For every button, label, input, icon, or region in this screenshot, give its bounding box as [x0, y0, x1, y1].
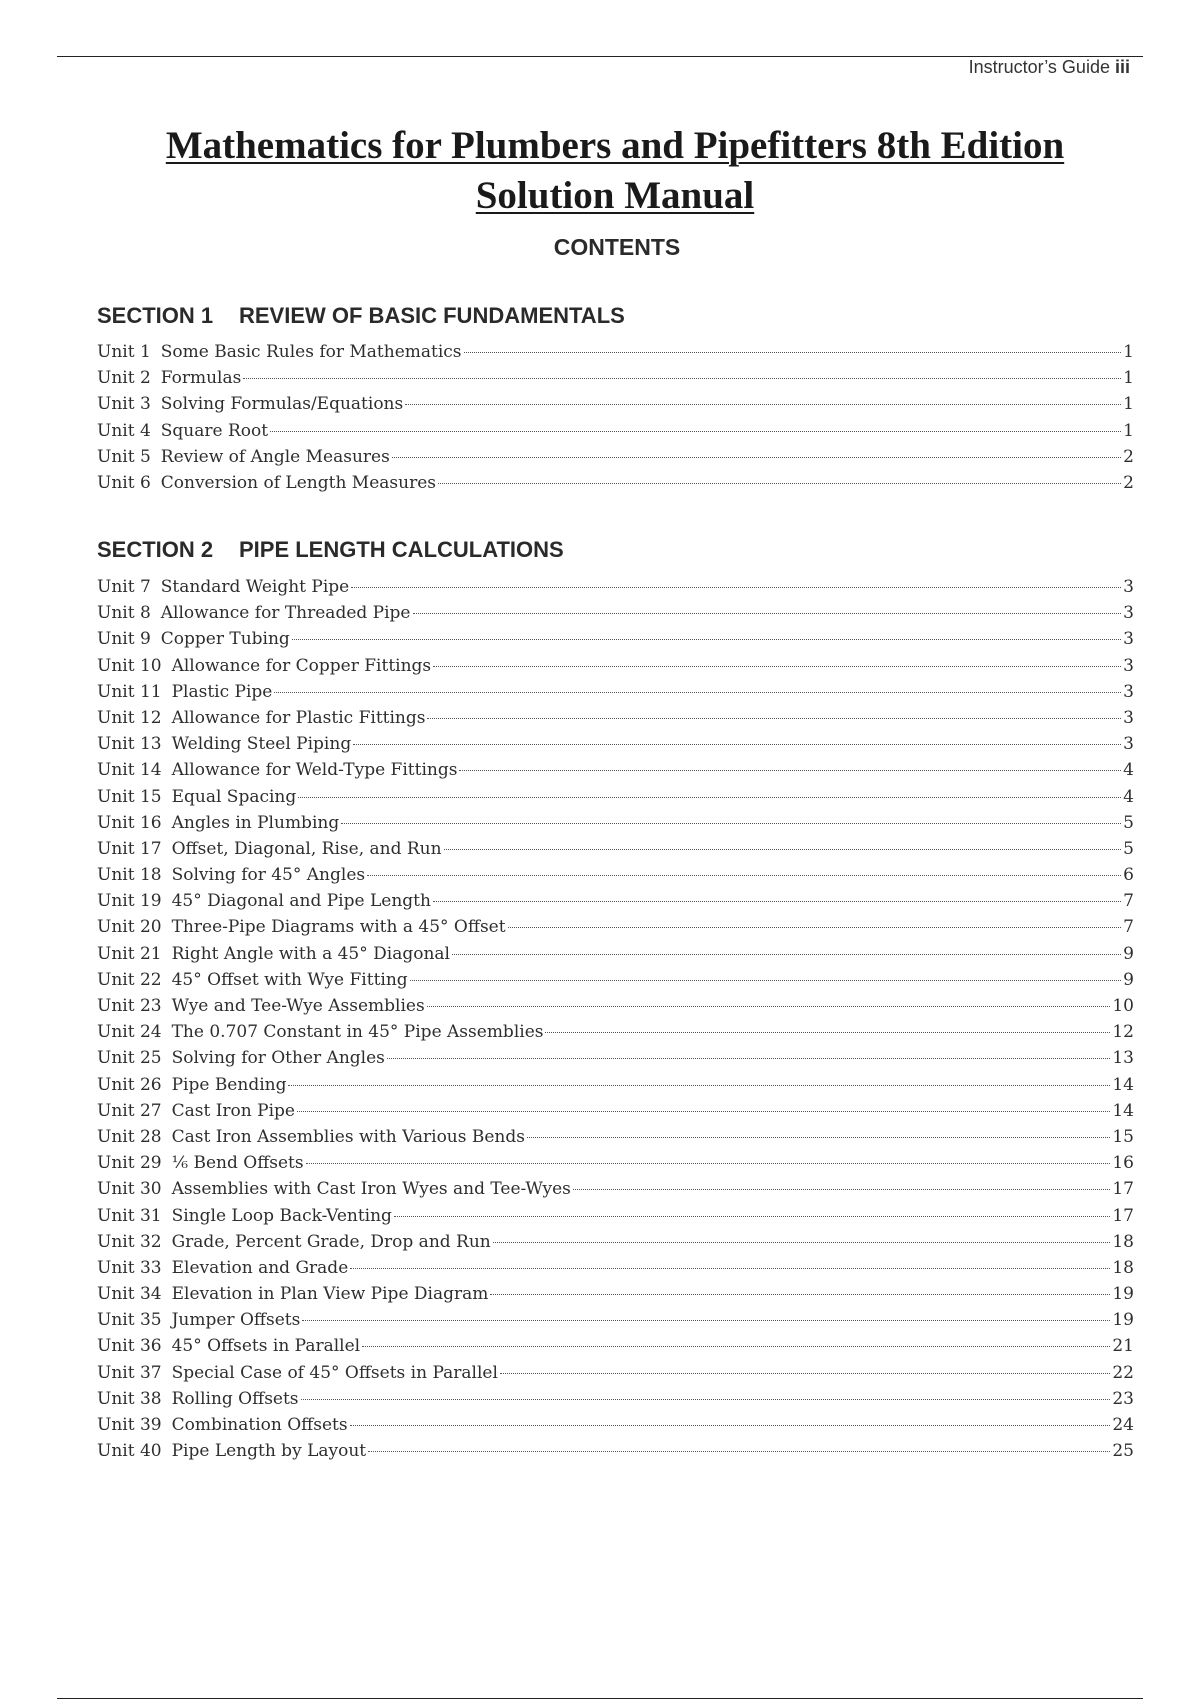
dot-leader	[493, 1242, 1111, 1243]
toc-unit-label: Unit 4	[97, 420, 151, 441]
toc-entry[interactable]	[97, 970, 1134, 996]
toc-topic: Conversion of Length Measures	[160, 472, 436, 493]
toc-unit-label: Unit 32	[97, 1231, 162, 1252]
toc-entry[interactable]	[97, 682, 1134, 708]
document-title-line-1: Mathematics for Plumbers and Pipefitters 8th Edition	[165, 124, 1065, 167]
toc-entry[interactable]	[97, 1363, 1134, 1389]
toc-topic: Allowance for Copper Fittings	[171, 655, 432, 676]
toc-unit-label: Unit 17	[97, 838, 162, 859]
toc-topic: 45° Diagonal and Pipe Length	[171, 891, 431, 912]
toc-entry[interactable]	[97, 760, 1134, 786]
section-number: SECTION 1	[97, 303, 214, 328]
toc-unit-label: Unit 23	[97, 996, 162, 1016]
toc-topic: Elevation in Plan View Pipe Diagram	[171, 1284, 489, 1305]
toc-topic: 45° Offsets in Parallel	[171, 1336, 361, 1357]
toc-entry[interactable]	[97, 1336, 1134, 1362]
toc-unit-label: Unit 36	[97, 1336, 162, 1357]
toc-page-number: 3	[1123, 655, 1134, 676]
toc-topic: Rolling Offsets	[171, 1388, 299, 1409]
toc-entry[interactable]	[97, 1232, 1134, 1258]
dot-leader	[500, 1373, 1110, 1374]
dot-leader	[433, 666, 1121, 667]
dot-leader	[527, 1137, 1110, 1138]
toc-unit-label: Unit 14	[97, 760, 162, 781]
toc-topic: Right Angle with a 45° Diagonal	[171, 943, 450, 964]
dot-leader	[243, 378, 1121, 379]
toc-topic: Jumper Offsets	[171, 1310, 301, 1331]
dot-leader	[405, 404, 1121, 405]
toc-page-number: 1	[1123, 420, 1134, 441]
dot-leader	[452, 954, 1121, 955]
toc-page-number: 15	[1112, 1126, 1134, 1147]
toc-topic: Special Case of 45° Offsets in Parallel	[171, 1362, 498, 1383]
dot-leader	[427, 718, 1121, 719]
dot-leader	[298, 797, 1121, 798]
toc-entry[interactable]	[97, 1101, 1134, 1127]
toc-entry[interactable]	[97, 839, 1134, 865]
toc-unit-label: Unit 6	[97, 472, 151, 493]
dot-leader	[292, 639, 1121, 640]
toc-entry[interactable]	[97, 447, 1134, 473]
toc-page-number: 17	[1112, 1179, 1134, 1200]
toc-entry[interactable]	[97, 473, 1134, 499]
dot-leader	[444, 849, 1122, 850]
toc-entry[interactable]	[97, 394, 1134, 420]
toc-page-number: 10	[1112, 996, 1134, 1016]
toc-topic: Cast Iron Assemblies with Various Bends	[171, 1126, 525, 1147]
toc-topic: Pipe Bending	[171, 1074, 287, 1095]
toc-unit-label: Unit 25	[97, 1048, 162, 1069]
dot-leader	[394, 1216, 1110, 1217]
toc-topic: Allowance for Threaded Pipe	[160, 603, 411, 624]
dot-leader	[302, 1320, 1110, 1321]
toc-unit-label: Unit 34	[97, 1284, 162, 1305]
toc-unit-label: Unit 16	[97, 812, 162, 833]
toc-page-number: 3	[1123, 577, 1134, 597]
toc-unit-label: Unit 39	[97, 1415, 162, 1435]
toc-page-number: 3	[1123, 734, 1134, 755]
toc-page-number: 3	[1123, 707, 1134, 728]
toc-entry[interactable]	[97, 1022, 1134, 1048]
toc-topic: Solving for 45° Angles	[171, 865, 366, 886]
toc-unit-label: Unit 13	[97, 734, 162, 755]
toc-topic: Formulas	[160, 368, 242, 389]
toc-unit-label: Unit 9	[97, 629, 151, 650]
toc-unit-label: Unit 24	[97, 1022, 162, 1043]
document-title	[60, 121, 1170, 221]
dot-leader	[306, 1163, 1111, 1164]
running-header	[969, 57, 1130, 78]
dot-leader	[270, 431, 1121, 432]
dot-leader	[350, 1268, 1110, 1269]
toc-page-number: 18	[1112, 1257, 1134, 1278]
document-title-line-2: Solution Manual	[475, 174, 755, 217]
toc-unit-label: Unit 7	[97, 577, 151, 597]
toc-page-number: 3	[1123, 629, 1134, 650]
dot-leader	[368, 1451, 1110, 1452]
dot-leader	[413, 613, 1122, 614]
toc-page-number: 24	[1112, 1415, 1134, 1435]
toc-unit-label: Unit 37	[97, 1362, 162, 1383]
toc-entry[interactable]	[97, 1179, 1134, 1205]
toc-list-section-2	[97, 577, 1134, 1467]
toc-page-number: 17	[1112, 1205, 1134, 1226]
toc-unit-label: Unit 19	[97, 891, 162, 912]
toc-page-number: 5	[1123, 812, 1134, 833]
toc-unit-label: Unit 27	[97, 1100, 162, 1121]
dot-leader	[362, 1346, 1110, 1347]
toc-topic: Square Root	[160, 420, 269, 441]
dot-leader	[438, 483, 1121, 484]
toc-entry[interactable]	[97, 944, 1134, 970]
toc-page-number: 3	[1123, 603, 1134, 624]
toc-topic: Pipe Length by Layout	[171, 1441, 367, 1462]
toc-topic: Review of Angle Measures	[160, 446, 390, 467]
dot-leader	[367, 875, 1121, 876]
toc-unit-label: Unit 30	[97, 1179, 162, 1200]
toc-entry[interactable]	[97, 629, 1134, 655]
toc-page-number: 6	[1123, 865, 1134, 886]
section-heading	[97, 303, 625, 329]
toc-page-number: 9	[1123, 943, 1134, 964]
toc-unit-label: Unit 10	[97, 655, 162, 676]
toc-topic: Elevation and Grade	[171, 1257, 349, 1278]
dot-leader	[573, 1189, 1111, 1190]
dot-leader	[297, 1111, 1110, 1112]
toc-topic: Allowance for Weld-Type Fittings	[171, 760, 458, 781]
toc-page-number: 16	[1112, 1153, 1134, 1174]
toc-unit-label: Unit 2	[97, 368, 151, 389]
toc-page-number: 19	[1112, 1310, 1134, 1331]
section-number: SECTION 2	[97, 537, 214, 562]
toc-topic: Standard Weight Pipe	[160, 577, 350, 597]
dot-leader	[353, 744, 1121, 745]
toc-unit-label: Unit 20	[97, 917, 162, 938]
toc-page-number: 5	[1123, 838, 1134, 859]
toc-unit-label: Unit 28	[97, 1126, 162, 1147]
toc-topic: Solving Formulas/Equations	[160, 394, 404, 415]
toc-topic: ⅙ Bend Offsets	[171, 1153, 304, 1174]
toc-topic: Solving for Other Angles	[171, 1048, 385, 1069]
toc-unit-label: Unit 26	[97, 1074, 162, 1095]
toc-entry[interactable]	[97, 577, 1134, 603]
toc-page-number: 13	[1112, 1048, 1134, 1069]
toc-entry[interactable]	[97, 708, 1134, 734]
dot-leader	[508, 927, 1122, 928]
toc-page-number: 1	[1123, 368, 1134, 389]
section-heading	[97, 537, 564, 563]
toc-entry[interactable]	[97, 1048, 1134, 1074]
dot-leader	[464, 352, 1122, 353]
dot-leader	[351, 587, 1121, 588]
contents-heading: CONTENTS	[553, 234, 681, 260]
toc-unit-label: Unit 3	[97, 394, 151, 415]
toc-page-number: 23	[1112, 1388, 1134, 1409]
toc-entry[interactable]	[97, 1153, 1134, 1179]
toc-page-number: 1	[1123, 342, 1134, 362]
dot-leader	[490, 1294, 1110, 1295]
toc-entry[interactable]	[97, 1310, 1134, 1336]
toc-entry[interactable]	[97, 813, 1134, 839]
toc-topic: Three-Pipe Diagrams with a 45° Offset	[171, 917, 506, 938]
toc-entry[interactable]	[97, 891, 1134, 917]
toc-unit-label: Unit 21	[97, 943, 162, 964]
dot-leader	[274, 692, 1121, 693]
toc-topic: Allowance for Plastic Fittings	[171, 707, 426, 728]
toc-entry[interactable]	[97, 656, 1134, 682]
toc-topic: Cast Iron Pipe	[171, 1100, 295, 1121]
running-header-text: Instructor’s Guide	[968, 57, 1110, 77]
dot-leader	[387, 1058, 1110, 1059]
toc-entry[interactable]	[97, 1206, 1134, 1232]
toc-topic: Single Loop Back-Venting	[171, 1205, 392, 1226]
toc-page-number: 19	[1112, 1284, 1134, 1305]
toc-entry[interactable]	[97, 865, 1134, 891]
toc-page-number: 22	[1112, 1362, 1134, 1383]
toc-unit-label: Unit 33	[97, 1257, 162, 1278]
toc-page-number: 1	[1123, 394, 1134, 415]
toc-entry[interactable]	[97, 1258, 1134, 1284]
toc-unit-label: Unit 8	[97, 603, 151, 624]
page-numeral: iii	[1114, 57, 1130, 77]
toc-entry[interactable]	[97, 1284, 1134, 1310]
toc-page-number: 3	[1123, 681, 1134, 702]
toc-list-section-1	[97, 342, 1134, 499]
toc-unit-label: Unit 29	[97, 1153, 162, 1174]
dot-leader	[341, 823, 1121, 824]
toc-page-number: 14	[1112, 1074, 1134, 1095]
toc-entry[interactable]	[97, 1389, 1134, 1415]
toc-topic: Angles in Plumbing	[171, 812, 340, 833]
toc-entry[interactable]	[97, 421, 1134, 447]
toc-topic: Combination Offsets	[171, 1415, 348, 1435]
toc-unit-label: Unit 35	[97, 1310, 162, 1331]
toc-entry[interactable]	[97, 1127, 1134, 1153]
toc-entry[interactable]	[97, 787, 1134, 813]
toc-page-number: 12	[1112, 1022, 1134, 1043]
toc-entry[interactable]	[97, 603, 1134, 629]
toc-unit-label: Unit 1	[97, 342, 151, 362]
toc-unit-label: Unit 38	[97, 1388, 162, 1409]
toc-entry[interactable]	[97, 734, 1134, 760]
toc-entry[interactable]	[97, 1075, 1134, 1101]
toc-topic: Some Basic Rules for Mathematics	[160, 342, 462, 362]
toc-page-number: 2	[1123, 472, 1134, 493]
toc-topic: Equal Spacing	[171, 786, 297, 807]
toc-topic: Offset, Diagonal, Rise, and Run	[171, 838, 442, 859]
toc-unit-label: Unit 15	[97, 786, 162, 807]
toc-entry[interactable]	[97, 1441, 1134, 1467]
dot-leader	[410, 980, 1122, 981]
toc-topic: 45° Offset with Wye Fitting	[171, 969, 408, 990]
toc-page-number: 2	[1123, 446, 1134, 467]
section-title: REVIEW OF BASIC FUNDAMENTALS	[239, 303, 625, 328]
toc-unit-label: Unit 12	[97, 707, 162, 728]
toc-page-number: 4	[1123, 760, 1134, 781]
toc-topic: Grade, Percent Grade, Drop and Run	[171, 1231, 491, 1252]
toc-topic: Copper Tubing	[160, 629, 290, 650]
toc-topic: Wye and Tee-Wye Assemblies	[171, 996, 425, 1016]
toc-topic: Assemblies with Cast Iron Wyes and Tee-Wyes	[171, 1179, 571, 1200]
dot-leader	[392, 457, 1121, 458]
toc-entry[interactable]	[97, 1415, 1134, 1441]
toc-unit-label: Unit 22	[97, 969, 162, 990]
toc-entry[interactable]	[97, 996, 1134, 1022]
toc-topic: Welding Steel Piping	[171, 734, 352, 755]
toc-unit-label: Unit 5	[97, 446, 151, 467]
toc-page-number: 4	[1123, 786, 1134, 807]
toc-unit-label: Unit 11	[97, 681, 162, 702]
toc-entry[interactable]	[97, 917, 1134, 943]
footer-rule	[57, 1698, 1143, 1699]
section-title: PIPE LENGTH CALCULATIONS	[239, 537, 564, 562]
toc-unit-label: Unit 31	[97, 1205, 162, 1226]
dot-leader	[301, 1399, 1111, 1400]
toc-page-number: 14	[1112, 1100, 1134, 1121]
toc-topic: Plastic Pipe	[171, 681, 273, 702]
dot-leader	[545, 1032, 1110, 1033]
toc-page-number: 21	[1112, 1336, 1134, 1357]
toc-page-number: 7	[1123, 891, 1134, 912]
toc-page-number: 7	[1123, 917, 1134, 938]
dot-leader	[427, 1006, 1111, 1007]
toc-unit-label: Unit 40	[97, 1441, 162, 1462]
toc-topic: The 0.707 Constant in 45° Pipe Assemblies	[171, 1022, 544, 1043]
dot-leader	[433, 901, 1121, 902]
toc-unit-label: Unit 18	[97, 865, 162, 886]
dot-leader	[288, 1085, 1110, 1086]
toc-entry[interactable]	[97, 368, 1134, 394]
toc-page-number: 18	[1112, 1231, 1134, 1252]
toc-entry[interactable]	[97, 342, 1134, 368]
toc-page-number: 9	[1123, 969, 1134, 990]
dot-leader	[459, 770, 1121, 771]
toc-page-number: 25	[1112, 1441, 1134, 1462]
dot-leader	[350, 1425, 1111, 1426]
